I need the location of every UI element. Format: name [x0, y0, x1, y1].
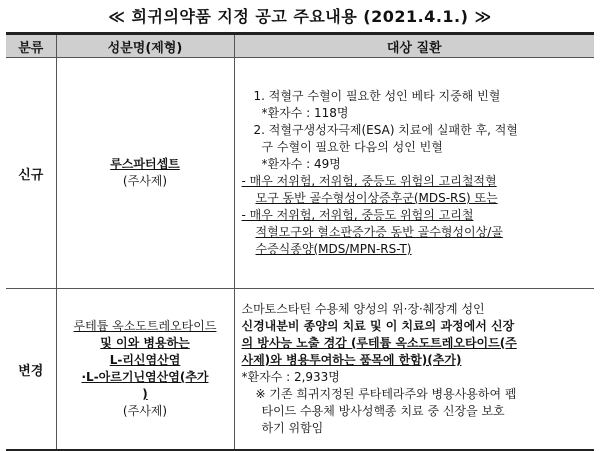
indication-line: 신경내분비 종양의 치료 및 이 치료의 과정에서 신장 — [241, 319, 515, 333]
ingredient-cell — [56, 289, 234, 451]
ingredient-form: (주사제) — [122, 174, 168, 188]
ingredient-line: L-리신염산염 — [109, 353, 181, 367]
category-cell: 신규 — [6, 58, 56, 289]
indication-line: - 매우 저위험, 저위험, 중등도 위험의 고리철적혈 — [241, 174, 497, 188]
indication-line: 소마토스타틴 수용체 양성의 위·장·췌장계 성인 — [241, 302, 485, 316]
table-header-row — [6, 34, 594, 58]
designation-table — [6, 32, 594, 451]
indication-line: 의 방사능 노출 경감 (루테튬 옥소도트레오타이드(주 — [241, 336, 517, 350]
indication-line: 모구 동반 골수형성이상증후군(MDS-RS) 또는 — [255, 191, 498, 205]
ingredient-line: ·L-아르기닌염산염(추가 — [81, 370, 209, 384]
category-cell: 변경 — [6, 289, 56, 451]
indication-line: 사제)와 병용투여하는 품목에 한함)(추가) — [241, 353, 462, 367]
ingredient-cell — [56, 58, 234, 289]
indication-line: ※ 기존 희귀지정된 루타테라주와 병용사용하여 펩 — [255, 387, 517, 401]
page-title: ≪ 희귀의약품 지정 공고 주요내용 (2021.4.1.) ≫ — [108, 7, 492, 26]
indication-line: *환자수 : 118명 — [261, 106, 349, 120]
ingredient-name: 루스파터셉트 — [110, 157, 180, 171]
indication-line: 타이드 수용체 방사성핵종 치료 중 신장을 보호 — [261, 404, 505, 418]
ingredient-line: ) — [142, 387, 148, 401]
indication-line: 수증식종양(MDS/MPN-RS-T) — [255, 242, 412, 256]
indication-line: 구 수혈이 필요한 다음의 성인 빈혈 — [261, 140, 443, 154]
indication-line: 1. 적혈구 수혈이 필요한 성인 베타 지중해 빈혈 — [253, 89, 501, 103]
indication-cell — [234, 58, 594, 289]
indication-line: 적혈모구와 혈소판증가증 동반 골수형성이상/골 — [255, 225, 503, 239]
header-indication: 대상 질환 — [234, 34, 594, 58]
header-category: 분류 — [6, 34, 56, 58]
indication-line: - 매우 저위험, 저위험, 중등도 위험의 고리철 — [241, 208, 474, 222]
indication-line: *환자수 : 49명 — [261, 157, 341, 171]
indication-line: *환자수 : 2,933명 — [241, 370, 340, 384]
header-ingredient: 성분명(제형) — [56, 34, 234, 58]
indication-line: 2. 적혈구생성자극제(ESA) 치료에 실패한 후, 적혈 — [253, 123, 518, 137]
table-row-change — [6, 289, 594, 451]
ingredient-line: 및 이와 병용하는 — [100, 336, 190, 350]
table-row-new — [6, 58, 594, 289]
indication-cell — [234, 289, 594, 451]
ingredient-form: (주사제) — [122, 404, 168, 418]
ingredient-line: 루테튬 옥소도트레오타이드 — [73, 319, 217, 333]
indication-line: 하기 위함임 — [261, 421, 324, 435]
